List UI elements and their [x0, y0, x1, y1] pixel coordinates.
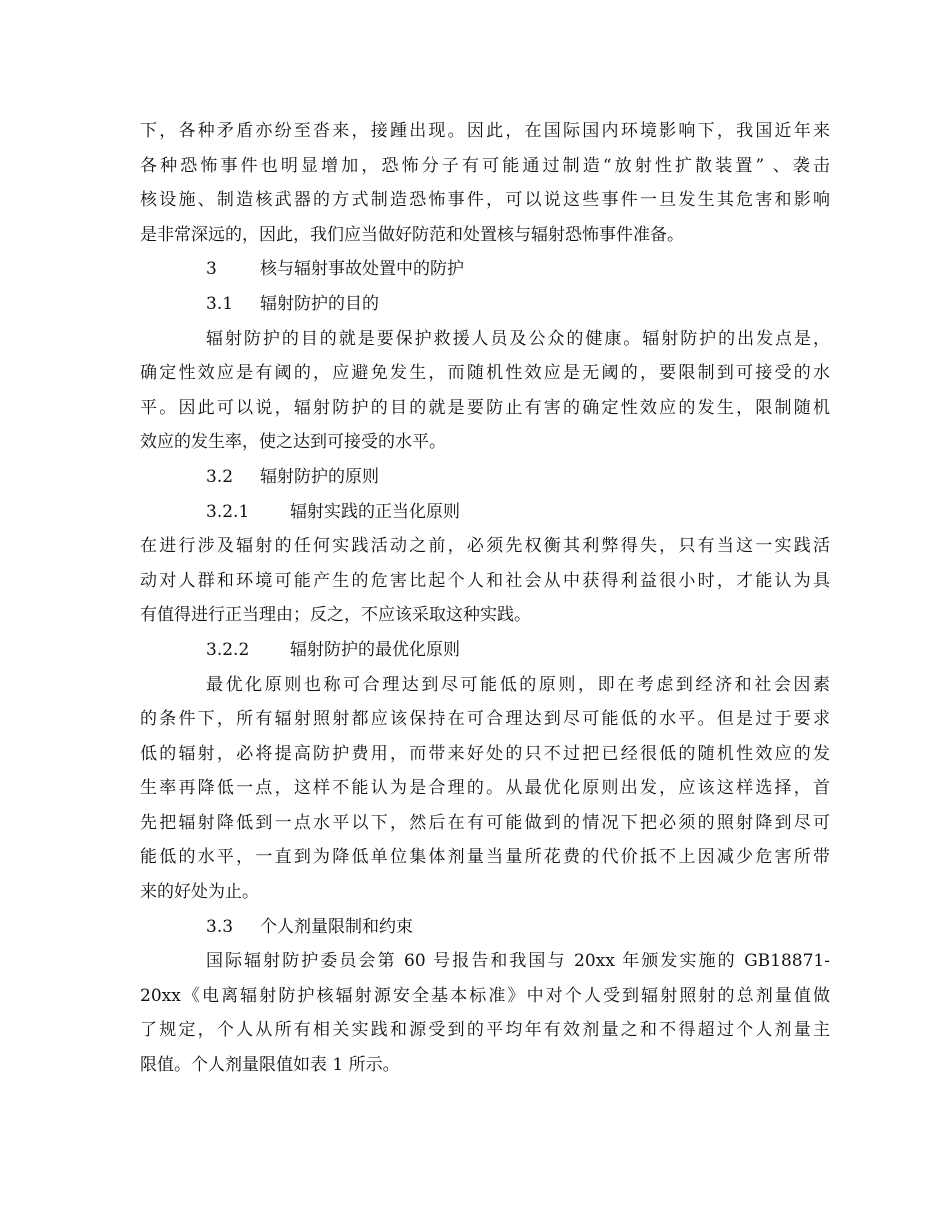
section-heading-3-1	[140, 287, 830, 322]
section-heading-3-2-2	[140, 633, 830, 668]
paragraph-line: 能低的水平，一直到为降低单位集体剂量当量所花费的代价抵不上因减少危害所带	[140, 847, 830, 868]
paragraph-line: 辐射防护的目的就是要保护救援人员及公众的健康。辐射防护的出发点是，	[206, 328, 830, 349]
paragraph-line: 效应的发生率，使之达到可接受的水平。	[140, 432, 446, 453]
paragraph-line: 平。因此可以说，辐射防护的目的就是要防止有害的确定性效应的发生，限制随机	[140, 397, 830, 418]
section-title: 辐射防护的原则	[260, 466, 379, 487]
section-title: 辐射防护的最优化原则	[290, 639, 460, 660]
section-title: 核与辐射事故处置中的防护	[260, 259, 464, 280]
section-heading-3-3	[140, 910, 830, 945]
section-number: 3.1	[206, 293, 234, 314]
paragraph-line: 20xx《电离辐射防护核辐射源安全基本标准》中对个人受到辐射照射的总剂量值做	[140, 985, 830, 1006]
paragraph-line: 先把辐射降低到一点水平以下，然后在有可能做到的情况下把必须的照射降到尽可	[140, 812, 830, 833]
paragraph-line: 动对人群和环境可能产生的危害比起个人和社会从中获得利益很小时，才能认为具	[140, 570, 830, 591]
paragraph-line: 了规定，个人从所有相关实践和源受到的平均年有效剂量之和不得超过个人剂量主	[140, 1020, 830, 1041]
section-heading-3-2	[140, 460, 830, 495]
paragraph-line: 有值得进行正当理由；反之，不应该采取这种实践。	[140, 605, 531, 626]
section-heading-3-2-1	[140, 495, 830, 530]
section-title: 辐射实践的正当化原则	[290, 501, 460, 522]
paragraph-line: 的条件下，所有辐射照射都应该保持在可合理达到尽可能低的水平。但是过于要求	[140, 709, 830, 730]
section-number: 3.2.1	[206, 501, 250, 522]
section-number: 3	[206, 259, 217, 280]
paragraph-line: 各种恐怖事件也明显增加，恐怖分子有可能通过制造“放射性扩散装置” 、袭击	[140, 155, 830, 176]
section-number: 3.2.2	[206, 639, 250, 660]
document-page	[140, 114, 830, 1083]
section-heading-3	[140, 252, 830, 287]
paragraph-line: 低的辐射，必将提高防护费用，而带来好处的只不过把已经很低的随机性效应的发	[140, 743, 830, 764]
paragraph-line: 确定性效应是有阈的，应避免发生，而随机性效应是无阈的，要限制到可接受的水	[140, 363, 830, 384]
section-title: 辐射防护的目的	[260, 293, 379, 314]
paragraph-line: 生率再降低一点，这样不能认为是合理的。从最优化原则出发，应该这样选择，首	[140, 778, 830, 799]
paragraph-line: 限值。个人剂量限值如表 1 所示。	[140, 1055, 400, 1076]
paragraph-line: 来的好处为止。	[140, 882, 259, 903]
paragraph-line: 国际辐射防护委员会第 60 号报告和我国与 20xx 年颁发实施的 GB18871-	[206, 951, 830, 972]
paragraph-line: 下，各种矛盾亦纷至沓来，接踵出现。因此，在国际国内环境影响下，我国近年来	[140, 121, 830, 141]
section-title: 个人剂量限制和约束	[260, 916, 413, 937]
paragraph-line: 在进行涉及辐射的任何实践活动之前，必须先权衡其利弊得失，只有当这一实践活	[140, 536, 830, 557]
section-number: 3.2	[206, 466, 234, 487]
section-number: 3.3	[206, 916, 234, 937]
paragraph-line: 最优化原则也称可合理达到尽可能低的原则，即在考虑到经济和社会因素	[206, 674, 830, 695]
paragraph-line: 核设施、制造核武器的方式制造恐怖事件，可以说这些事件一旦发生其危害和影响	[140, 190, 830, 211]
paragraph-line: 是非常深远的，因此，我们应当做好防范和处置核与辐射恐怖事件准备。	[140, 224, 684, 245]
